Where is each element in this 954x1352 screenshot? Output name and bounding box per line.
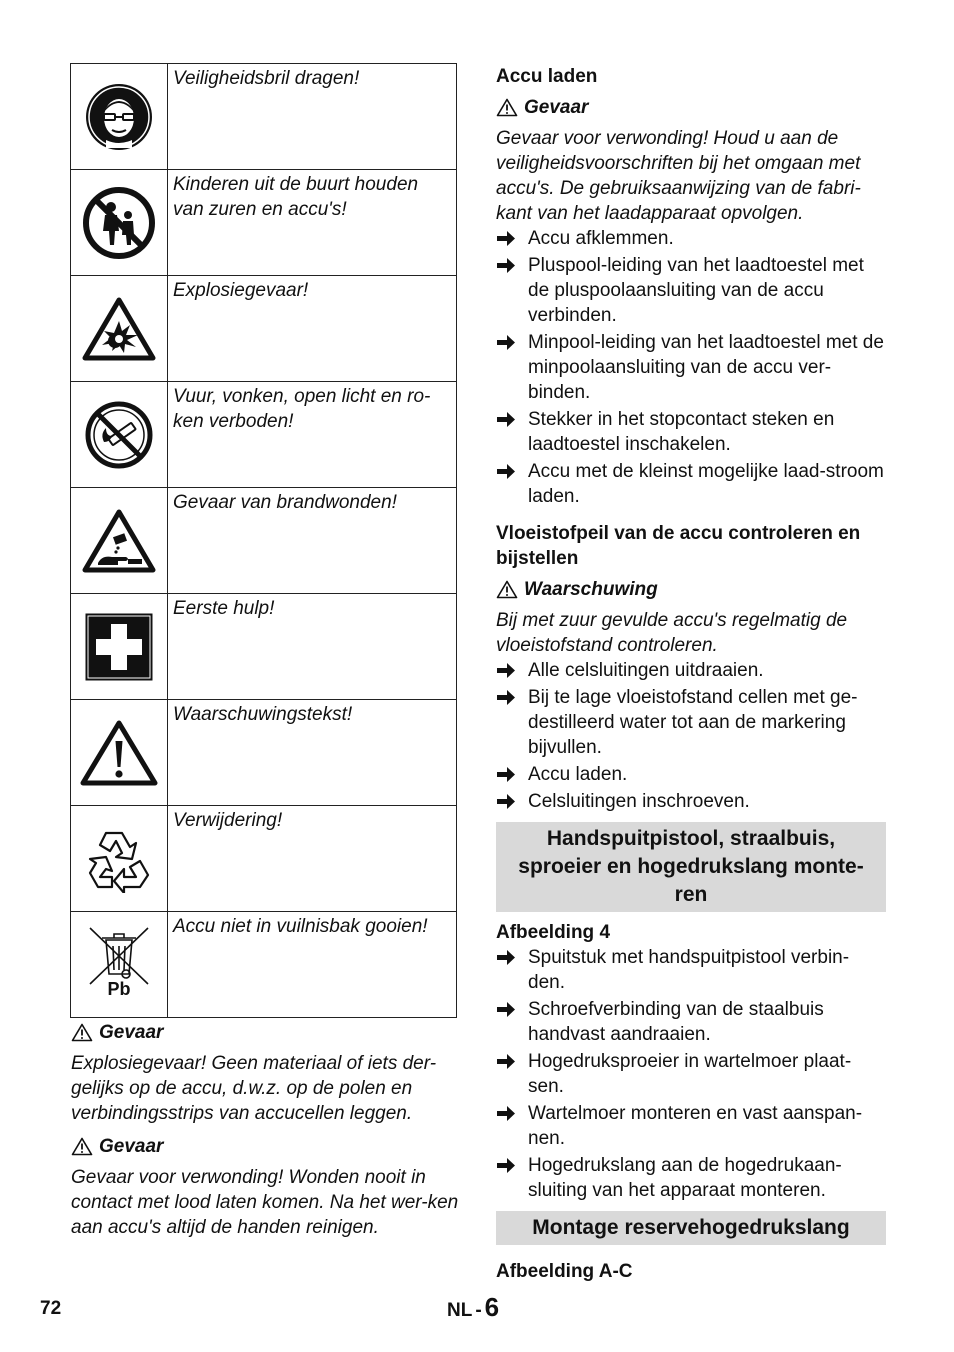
figure-title-afbeelding-4: Afbeelding 4 [496, 922, 611, 943]
symbol-text: Explosiegevaar! [168, 276, 457, 382]
list-item: Celsluitingen inschroeven. [496, 789, 886, 814]
list-item: Schroefverbinding van de staalbuis handvast aandraaien. [496, 997, 886, 1047]
list-item: Wartelmoer monteren en vast aanspan-nen. [496, 1101, 886, 1151]
section-title-vloeistofpeil: Vloeistofpeil van de accu controleren en bijstellen [496, 523, 861, 569]
no-fire-smoking-icon [84, 400, 154, 470]
symbol-row [71, 276, 457, 382]
warning-triangle-icon [496, 98, 518, 117]
arrow-right-icon [496, 662, 516, 679]
arrow-right-icon [496, 949, 516, 966]
warning-heading: Waarschuwing [496, 577, 886, 602]
first-aid-cross-icon [85, 613, 153, 681]
arrow-right-icon [496, 1157, 516, 1174]
arrow-right-icon [496, 1001, 516, 1018]
warning-text: Gevaar voor verwonding! Wonden nooit in contact met lood laten komen. Na het wer-ken aan accu's altijd de handen reinigen. [71, 1167, 459, 1238]
warning-text: Gevaar voor verwonding! Houd u aan de veiligheidsvoorschriften bij het omgaan met accu's. De gebruiksaanwijzing van de fabri-kant van het laadapparaat opvolgen. [496, 128, 861, 224]
symbol-text: Eerste hulp! [168, 594, 457, 700]
arrow-right-icon [496, 230, 516, 247]
list-item: Alle celsluitingen uitdraaien. [496, 658, 886, 683]
warning-text: Bij met zuur gevulde accu's regelmatig de vloeistofstand controleren. [496, 610, 848, 656]
symbol-text: Verwijdering! [168, 806, 457, 912]
warning-triangle-icon [71, 1023, 93, 1042]
symbol-row [71, 488, 457, 594]
safety-symbols-table [70, 63, 457, 1018]
symbol-text: Vuur, vonken, open licht en ro-ken verboden! [168, 382, 457, 488]
symbol-text: Kinderen uit de buurt houden van zuren en accu's! [168, 170, 457, 276]
warning-triangle-icon [71, 1137, 93, 1156]
arrow-right-icon [496, 766, 516, 783]
crossed-bin-pb-icon [86, 926, 152, 986]
right-column [496, 64, 886, 1284]
warning-heading: Gevaar [496, 95, 886, 120]
warning-heading: Gevaar [71, 1134, 461, 1159]
section-title-accu-laden: Accu laden [496, 66, 598, 87]
pb-label: Pb [107, 979, 131, 999]
page-number: 72 [40, 1298, 62, 1319]
list-item: Spuitstuk met handspuitpistool verbin-den. [496, 945, 886, 995]
arrow-right-icon [496, 793, 516, 810]
list-item: Hogedruksproeier in wartelmoer plaat-sen. [496, 1049, 886, 1099]
list-item: Minpool-leiding van het laadtoestel met de minpoolaansluiting van de accu ver-binden. [496, 330, 886, 405]
warning-triangle-icon [496, 580, 518, 599]
keep-children-away-icon [81, 185, 157, 261]
symbol-text: Waarschuwingstekst! [168, 700, 457, 806]
figure-title-afbeelding-a-c: Afbeelding A-C [496, 1261, 633, 1282]
symbol-text: Accu niet in vuilnisbak gooien! [168, 912, 457, 1018]
step-list-accu-laden [496, 226, 886, 509]
list-item: Accu met de kleinst mogelijke laad-stroom laden. [496, 459, 886, 509]
warning-heading: Gevaar [71, 1020, 461, 1045]
step-list-afbeelding-4 [496, 945, 886, 1203]
symbol-row [71, 912, 457, 1018]
general-warning-icon [80, 719, 158, 787]
list-item: Bij te lage vloeistofstand cellen met ge-destilleerd water tot aan de markering bijvullen. [496, 685, 886, 760]
list-item: Stekker in het stopcontact steken en laadtoestel inschakelen. [496, 407, 886, 457]
arrow-right-icon [496, 689, 516, 706]
symbol-row [71, 170, 457, 276]
recycling-icon [82, 825, 156, 893]
section-banner-handspuitpistool: Handspuitpistool, straalbuis, sproeier en hogedrukslang monte-ren [496, 822, 886, 912]
arrow-right-icon [496, 411, 516, 428]
symbol-row [71, 382, 457, 488]
footer-section-marker: NL - 6 [447, 1292, 500, 1322]
symbol-text: Veiligheidsbril dragen! [168, 64, 457, 170]
step-list-vloeistofpeil [496, 658, 886, 814]
warning-text: Explosiegevaar! Geen materiaal of iets der-gelijks op de accu, d.w.z. op de polen en verbindingsstrips van accucellen leggen. [71, 1053, 437, 1124]
arrow-right-icon [496, 1105, 516, 1122]
symbol-row [71, 806, 457, 912]
corrosive-burn-warning-icon [82, 509, 156, 573]
symbol-row [71, 700, 457, 806]
explosion-warning-icon [82, 297, 156, 361]
symbol-row [71, 64, 457, 170]
list-item: Accu afklemmen. [496, 226, 886, 251]
symbol-text: Gevaar van brandwonden! [168, 488, 457, 594]
arrow-right-icon [496, 257, 516, 274]
list-item: Pluspool-leiding van het laadtoestel met de pluspoolaansluiting van de accu verbinden. [496, 253, 886, 328]
list-item: Accu laden. [496, 762, 886, 787]
left-warnings [71, 1020, 461, 1248]
arrow-right-icon [496, 334, 516, 351]
section-banner-montage-reservehogedrukslang: Montage reservehogedrukslang [496, 1211, 886, 1245]
list-item: Hogedrukslang aan de hogedrukaan-sluiting van het apparaat monteren. [496, 1153, 886, 1203]
arrow-right-icon [496, 1053, 516, 1070]
arrow-right-icon [496, 463, 516, 480]
safety-goggles-icon [84, 82, 154, 152]
symbol-row [71, 594, 457, 700]
